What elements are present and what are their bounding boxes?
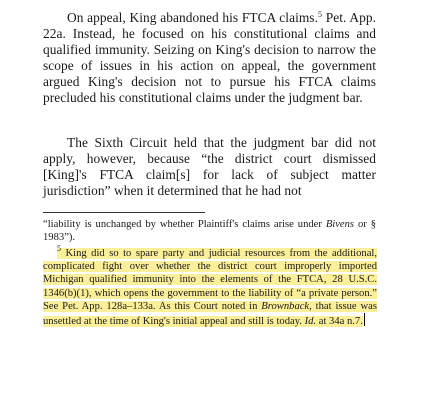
paragraph-on-appeal-lead: On appeal, King abandoned his FTCA claims. (67, 10, 318, 25)
footnote-continued-b: or § 1983”). (43, 219, 376, 244)
footnote-continued (43, 218, 376, 244)
footnote-5-b: , that issue was unsettled at the time of King's initial appeal and still is today. (43, 300, 377, 328)
paragraph-on-appeal-text (43, 10, 376, 107)
footnote-separator-rule (43, 212, 205, 213)
footnote-5-highlighted-text[interactable] (43, 244, 377, 328)
footnote-continued-case-name: Bivens (325, 219, 355, 230)
text-cursor (364, 313, 365, 326)
paragraph-sixth-circuit-text: The Sixth Circuit held that the judgment bar did not apply, however, because “the district court dismissed [King]'s FTCA claim[s] for lack of subject matter jurisdiction” when it determined that he had not (43, 135, 376, 199)
footnote-continued-text (43, 218, 376, 244)
paragraph-on-appeal-rest: Pet. App. 22a. Instead, he focused on his constitutional claims and qualified immunity. Seizing on King's decision to narrow the scope of issues in his action on appeal, the government argued King's decision not to pursue his FTCA claims precluded his constitutional claims under the judgment bar. (43, 10, 376, 106)
paragraph-on-appeal (43, 10, 376, 107)
footnote-continued-a: “liability is unchanged by whether Plaintiff's claims arise under (43, 219, 326, 230)
footnote-5-text[interactable] (43, 244, 377, 328)
footnote-5[interactable] (43, 244, 377, 328)
footnote-5-a: King did so to spare party and judicial resources from the additional, complicated fight over whether the district court improperly imported Michigan qualified immunity into the elements of the FTCA, 28 U.S.C. 1346(b)(1), which opens the government to the liability of “a private person.” See Pet. App. 128a–133a. As this Court noted in (43, 248, 377, 312)
footnote-5-marker: 5 (57, 244, 61, 253)
footnote-reference-5[interactable]: 5 (317, 10, 323, 19)
paragraph-sixth-circuit (43, 135, 376, 199)
footnote-5-c: at 34a n.7. (316, 316, 363, 328)
footnote-5-case-name: Brownback (261, 300, 310, 312)
footnote-5-id: Id. (304, 316, 317, 328)
